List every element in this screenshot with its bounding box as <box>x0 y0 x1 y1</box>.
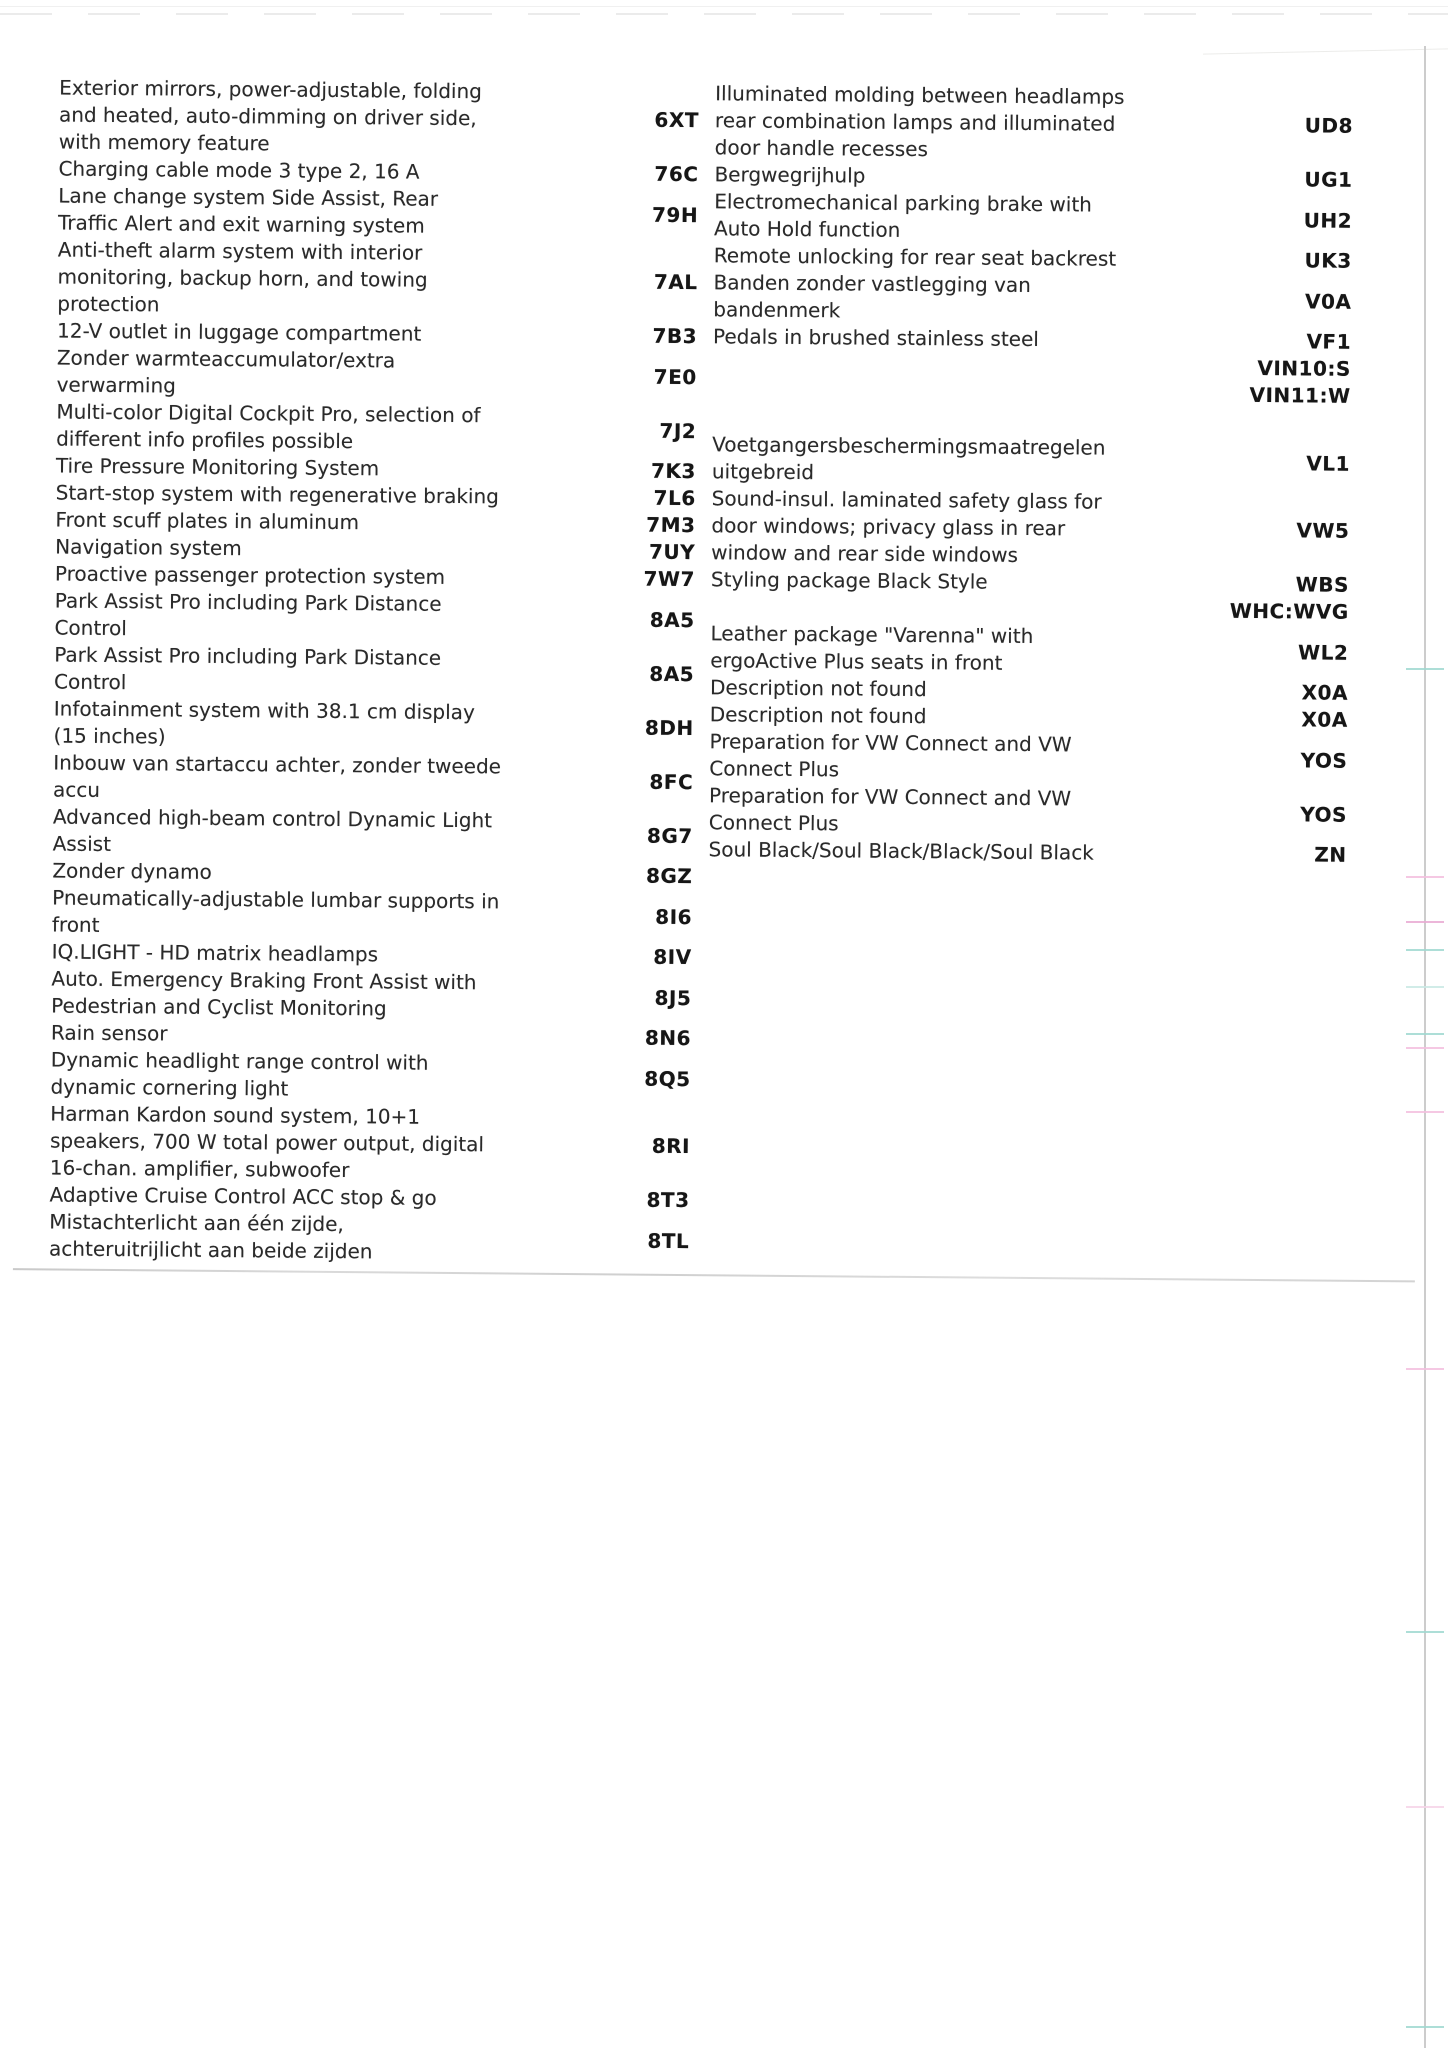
option-description: Mistachterlicht aan één zijde, achteruitrijlicht aan beide zijden <box>49 1209 373 1264</box>
option-description <box>713 350 1171 381</box>
option-row <box>53 803 693 863</box>
option-code: 8TL <box>647 1228 690 1253</box>
option-code: X0A <box>1301 707 1348 732</box>
option-code: UH2 <box>1303 207 1353 233</box>
option-code: 8IV <box>653 944 692 970</box>
option-row <box>49 1208 689 1268</box>
option-code: WL2 <box>1298 639 1349 665</box>
option-description: Park Assist Pro including Park Distance Control <box>53 642 442 695</box>
option-code: 79H <box>651 202 699 227</box>
option-row <box>713 269 1351 329</box>
option-description: Description not found <box>709 675 927 702</box>
option-row <box>708 836 1346 869</box>
option-code: 8T3 <box>646 1187 690 1213</box>
option-description: Preparation for VW Connect and VW Connect Plus <box>708 783 1072 836</box>
option-code: UG1 <box>1304 167 1353 192</box>
option-row <box>59 75 700 162</box>
option-code: 8N6 <box>644 1025 692 1051</box>
option-code: 7E0 <box>653 364 697 389</box>
option-code: VL1 <box>1306 450 1351 476</box>
option-description: Bergwegrijhulp <box>714 162 866 188</box>
option-row <box>56 399 696 459</box>
option-description: Pneumatically-adjustable lumbar supports in front <box>51 885 500 937</box>
option-row <box>50 1100 691 1187</box>
option-code: VW5 <box>1296 518 1350 543</box>
option-code: 8J5 <box>654 985 692 1010</box>
option-code: 7B3 <box>652 323 698 349</box>
option-code: X0A <box>1301 680 1349 705</box>
option-row <box>709 782 1347 842</box>
option-description: Electromechanical parking brake with Auto Hold function <box>713 189 1093 242</box>
option-description: Rain sensor <box>50 1020 168 1046</box>
option-code: 8RI <box>651 1133 691 1159</box>
option-code: 7W7 <box>643 566 696 592</box>
option-description: Proactive passenger protection system <box>54 561 446 589</box>
option-description: IQ.LIGHT - HD matrix headlamps <box>51 939 379 967</box>
option-row <box>54 641 694 701</box>
option-description <box>712 404 1170 435</box>
option-description: Adaptive Cruise Control ACC stop & go <box>49 1182 437 1210</box>
option-description: Tire Pressure Monitoring System <box>55 453 380 481</box>
option-description: Exterior mirrors, power-adjustable, folding and heated, auto-dimming on driver side, with memory feature <box>58 75 483 156</box>
option-description: Anti-theft alarm system with interior monitoring, backup horn, and towing protection <box>57 237 428 317</box>
option-code: VIN10:S <box>1257 355 1351 381</box>
option-row <box>53 749 693 809</box>
option-code: 8FC <box>649 769 694 794</box>
option-code: 8Q5 <box>644 1066 691 1091</box>
option-code: V0A <box>1304 288 1352 314</box>
option-code: UD8 <box>1304 113 1354 138</box>
option-description: Multi-color Digital Cockpit Pro, selection of different info profiles possible <box>56 399 481 454</box>
option-row <box>714 188 1352 248</box>
option-description: Voetgangersbeschermingsmaatregelen uitgebreid <box>711 432 1106 485</box>
option-row <box>58 183 698 243</box>
option-code: 8GZ <box>645 863 693 889</box>
option-row <box>54 588 694 648</box>
option-description: Sound-insul. laminated safety glass for door windows; privacy glass in rear window and rear side windows <box>711 486 1102 567</box>
option-description: Preparation for VW Connect and VW Connect Plus <box>709 729 1072 782</box>
option-code: 7UY <box>648 539 696 565</box>
option-code: WHC:WVG <box>1229 598 1349 624</box>
option-code: YOS <box>1300 801 1348 827</box>
option-code: 7M3 <box>646 512 696 538</box>
options-column-right <box>708 80 1353 869</box>
option-code: 7J2 <box>659 418 697 443</box>
option-description <box>711 593 1169 624</box>
option-row <box>51 965 691 1025</box>
option-description: Dynamic headlight range control with dynamic cornering light <box>50 1047 429 1101</box>
options-column-left <box>49 75 699 1269</box>
option-description: Description not found <box>709 702 927 729</box>
option-row <box>50 1046 690 1106</box>
option-row <box>52 884 692 944</box>
option-description: Pedals in brushed stainless steel <box>712 324 1039 352</box>
option-row <box>57 345 697 405</box>
option-row <box>57 237 698 324</box>
option-description: Zonder warmteaccumulator/extra verwarming <box>56 345 396 398</box>
option-description: Park Assist Pro including Park Distance Control <box>54 588 442 641</box>
option-code: 7AL <box>653 269 698 295</box>
option-description: Banden zonder vastlegging van bandenmerk <box>713 270 1032 323</box>
option-description: 12-V outlet in luggage compartment <box>57 318 422 346</box>
option-code: 8G7 <box>646 823 693 848</box>
option-description: Charging cable mode 3 type 2, 16 A <box>58 156 420 184</box>
option-description: Illuminated molding between headlamps rear combination lamps and illuminated door handle recesses <box>714 81 1125 162</box>
option-description: Harman Kardon sound system, 10+1 speakers, 700 W total power output, digital 16-chan. amplifier, subwoofer <box>49 1101 485 1183</box>
option-description: Start-stop system with regenerative braking <box>55 480 499 509</box>
option-row <box>710 620 1348 680</box>
option-description: Remote unlocking for rear seat backrest <box>713 243 1117 271</box>
option-description: Lane change system Side Assist, Rear Traffic Alert and exit warning system <box>57 183 439 238</box>
option-row <box>709 728 1347 788</box>
option-code: VF1 <box>1306 329 1352 354</box>
option-code: ZN <box>1314 842 1347 867</box>
option-description <box>712 377 1170 408</box>
option-description: Navigation system <box>55 534 242 561</box>
option-row <box>715 80 1354 167</box>
option-description: Soul Black/Soul Black/Black/Soul Black <box>708 837 1094 865</box>
option-code: 8A5 <box>649 607 695 632</box>
option-code: UK3 <box>1304 248 1352 273</box>
option-description: Advanced high-beam control Dynamic Light Assist <box>52 804 493 857</box>
option-code: 8A5 <box>649 661 695 686</box>
option-code: 76C <box>654 161 699 187</box>
option-description: Inbouw van startaccu achter, zonder tweede accu <box>53 750 502 802</box>
option-row <box>712 431 1350 491</box>
separator-line <box>13 1268 1415 1282</box>
option-code: WBS <box>1295 572 1350 597</box>
option-code: 8DH <box>644 715 694 740</box>
option-code: 8I6 <box>655 904 693 929</box>
option-description: Zonder dynamo <box>52 858 212 884</box>
option-description: Leather package "Varenna" with ergoActive Plus seats in front <box>710 621 1034 675</box>
option-row <box>711 485 1350 572</box>
option-code: 7K3 <box>650 458 697 484</box>
option-description: Styling package Black Style <box>710 567 988 594</box>
option-code: YOS <box>1300 747 1348 773</box>
option-description: Auto. Emergency Braking Front Assist with Pedestrian and Cyclist Monitoring <box>51 966 477 1021</box>
option-code: 6XT <box>654 107 700 133</box>
option-description: Front scuff plates in aluminum <box>55 507 360 535</box>
option-code: VIN11:W <box>1249 382 1351 408</box>
option-row <box>53 695 693 755</box>
option-description: Infotainment system with 38.1 cm display (15 inches) <box>53 696 475 749</box>
option-code: 7L6 <box>653 485 696 511</box>
